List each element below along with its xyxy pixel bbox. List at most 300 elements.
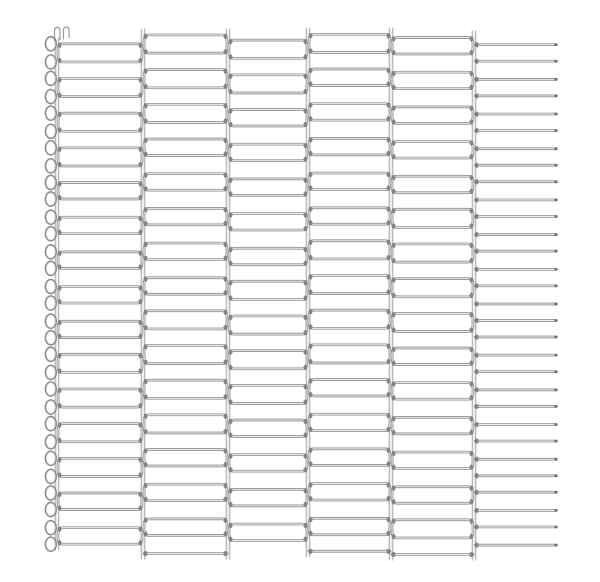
weave-knuckle (392, 293, 396, 298)
rod-pair (58, 217, 142, 234)
selvage-loop (46, 210, 56, 224)
rod-pair-highlight (229, 248, 307, 265)
weave-knuckle (58, 368, 62, 373)
selvage-loop-highlight (46, 366, 55, 378)
cut-rod-tip (554, 284, 557, 287)
cut-rod-tip (554, 129, 557, 132)
weave-knuckle (475, 334, 479, 339)
weave-knuckle (475, 490, 479, 495)
rod-pair-highlight (144, 104, 227, 122)
weave-knuckle (309, 220, 313, 225)
weave-knuckle (475, 59, 479, 64)
weave-knuckle (392, 175, 396, 180)
weave-knuckle (139, 147, 143, 152)
wire-end (64, 27, 70, 39)
rod-pair (229, 281, 307, 299)
weave-knuckle (304, 536, 308, 541)
weave-knuckle (475, 352, 479, 357)
weave-knuckle (309, 185, 313, 190)
weave-knuckle (58, 353, 62, 358)
rod-pair (392, 313, 473, 331)
weave-knuckle (387, 185, 391, 190)
rod-pair (144, 345, 227, 363)
weave-knuckle (475, 267, 479, 272)
weave-knuckle (304, 295, 308, 300)
weave-knuckle (392, 106, 396, 111)
weave-knuckle (470, 175, 474, 180)
rod-pair-highlight (229, 351, 307, 369)
weave-knuckle (392, 140, 396, 145)
weave-knuckle (224, 255, 228, 260)
selvage-loop (46, 537, 56, 551)
weave-knuckle (475, 301, 479, 306)
cut-rod-tip (554, 233, 557, 236)
cut-rod-tip (554, 250, 557, 253)
weave-knuckle (229, 89, 233, 94)
rod-pair (392, 244, 473, 262)
weave-knuckle (229, 178, 233, 183)
weave-knuckle (309, 81, 313, 86)
weave-knuckle (224, 151, 228, 156)
weave-knuckle (304, 280, 308, 285)
rod-pair-highlight (229, 110, 307, 127)
weave-knuckle (475, 369, 479, 374)
weave-knuckle (58, 492, 62, 497)
weave-knuckle (387, 206, 391, 211)
weave-knuckle (392, 243, 396, 248)
weave-knuckle (304, 399, 308, 404)
weave-knuckle (309, 413, 313, 418)
weave-knuckle (470, 360, 474, 365)
weave-knuckle (387, 549, 391, 554)
cut-rod-tip (554, 180, 557, 183)
weave-knuckle (304, 39, 308, 44)
weave-knuckle (470, 50, 474, 55)
weave-knuckle (475, 128, 479, 133)
rod-pair-highlight (229, 40, 307, 58)
weave-knuckle (144, 483, 148, 488)
weave-knuckle (475, 473, 479, 478)
weave-knuckle (309, 482, 313, 487)
rod-pair-highlight (392, 452, 473, 469)
weave-knuckle (58, 181, 62, 186)
cut-rod-tip (554, 147, 557, 150)
weave-knuckle (387, 309, 391, 314)
weave-knuckle (392, 327, 396, 332)
weave-knuckle (470, 258, 474, 263)
weave-knuckle (387, 33, 391, 38)
weave-knuckle (387, 496, 391, 501)
cut-rod-tip (554, 440, 557, 443)
weave-knuckle (475, 111, 479, 116)
weave-knuckle (392, 430, 396, 435)
rod-pair (309, 208, 390, 225)
weave-knuckle (58, 77, 62, 82)
weave-knuckle (470, 312, 474, 317)
selvage-loop (46, 176, 56, 190)
rod-pair-highlight (58, 78, 142, 96)
weave-knuckle (309, 344, 313, 349)
weave-knuckle (387, 448, 391, 453)
weave-knuckle (139, 505, 143, 510)
weave-knuckle (470, 189, 474, 194)
weave-knuckle (392, 85, 396, 90)
weave-knuckle (58, 403, 62, 408)
weave-knuckle (229, 157, 233, 162)
weave-knuckle (392, 223, 396, 228)
selvage-loop (46, 55, 56, 69)
weave-knuckle (229, 315, 233, 320)
weave-knuckle (139, 320, 143, 325)
weave-knuckle (224, 118, 228, 123)
rod-pair-highlight (229, 524, 307, 541)
cut-rod-tip (554, 78, 557, 81)
rod-pair (309, 275, 390, 293)
weave-knuckle (304, 157, 308, 162)
weave-knuckle (144, 531, 148, 536)
rod-pair (392, 38, 473, 55)
rod-pair-highlight (58, 354, 142, 372)
weave-knuckle (387, 151, 391, 156)
rod-pair (229, 214, 307, 231)
weave-knuckle (392, 534, 396, 539)
weave-knuckle (304, 419, 308, 424)
weave-knuckle (304, 89, 308, 94)
rod-pair (309, 449, 390, 466)
rod-pair (58, 389, 142, 407)
selvage-loop (46, 451, 56, 465)
weave-knuckle (224, 483, 228, 488)
rod-pair-highlight (229, 316, 307, 334)
weave-knuckle (139, 58, 143, 63)
selvage-loop-highlight (46, 125, 55, 137)
weave-knuckle (224, 429, 228, 434)
weave-knuckle (392, 451, 396, 456)
weave-knuckle (387, 392, 391, 397)
weave-knuckle (392, 189, 396, 194)
weave-knuckle (229, 432, 233, 437)
weave-knuckle (229, 419, 233, 424)
weave-knuckle (144, 242, 148, 247)
weave-knuckle (387, 517, 391, 522)
weave-knuckle (139, 195, 143, 200)
weave-knuckle (470, 534, 474, 539)
weave-knuckle (392, 464, 396, 469)
weave-knuckle (139, 438, 143, 443)
rod-pair (229, 179, 307, 196)
weave-knuckle (392, 518, 396, 523)
rod-pair (309, 345, 390, 363)
selvage-loop (46, 486, 56, 500)
rod-pair-highlight (392, 38, 473, 55)
weave-knuckle (387, 274, 391, 279)
rod-pair-highlight (144, 174, 227, 191)
weave-knuckle (224, 394, 228, 399)
weave-knuckle (144, 429, 148, 434)
weave-knuckle (309, 549, 313, 554)
weave-knuckle (475, 248, 479, 253)
weave-knuckle (144, 290, 148, 295)
weave-knuckle (387, 461, 391, 466)
rod-pair (58, 287, 142, 304)
weave-knuckle (229, 384, 233, 389)
rod-pair (229, 524, 307, 541)
rod-pair-highlight (309, 518, 390, 535)
selvage-loop (46, 124, 56, 138)
weave-knuckle (470, 85, 474, 90)
rod-pair (392, 279, 473, 297)
weave-knuckle (387, 482, 391, 487)
weave-knuckle (224, 309, 228, 314)
cut-rod-tip (554, 164, 557, 167)
rod-pair-highlight (309, 104, 390, 121)
rod-pair-highlight (392, 142, 473, 159)
weave-knuckle (229, 295, 233, 300)
weave-knuckle (470, 277, 474, 282)
weave-knuckle (309, 172, 313, 177)
selvage-loop-highlight (46, 193, 55, 205)
weave-knuckle (309, 461, 313, 466)
weave-knuckle (144, 255, 148, 260)
weave-knuckle (470, 106, 474, 111)
weave-knuckle (387, 427, 391, 432)
weave-knuckle (139, 42, 143, 47)
weave-knuckle (387, 239, 391, 244)
rod-pair-highlight (309, 449, 390, 466)
rod-pair (144, 415, 227, 433)
rod-pair-highlight (58, 183, 142, 200)
rod-pair-highlight (58, 252, 142, 269)
weave-knuckle (224, 414, 228, 419)
weave-knuckle (475, 283, 479, 288)
selvage-loop (46, 366, 56, 380)
weave-knuckle (392, 277, 396, 282)
cut-rod-tip (554, 423, 557, 426)
rod-pair-highlight (229, 144, 307, 161)
rod-pair-highlight (309, 484, 390, 501)
weave-knuckle (475, 404, 479, 409)
weave-knuckle (309, 496, 313, 501)
rod-pair-highlight (144, 139, 227, 156)
weave-knuckle (144, 138, 148, 143)
selvage-loop-highlight (46, 332, 55, 344)
weave-knuckle (139, 112, 143, 117)
weave-knuckle (475, 387, 479, 392)
weave-knuckle (229, 261, 233, 266)
selvage-loop-highlight (46, 246, 55, 258)
rod-pair-highlight (392, 244, 473, 262)
selvage-loop-highlight (46, 262, 55, 274)
weave-knuckle (475, 42, 479, 47)
rod-pair (144, 311, 227, 329)
weave-knuckle (229, 365, 233, 370)
weave-knuckle (139, 162, 143, 167)
weave-knuckle (475, 457, 479, 462)
selvage-loop-highlight (46, 503, 55, 515)
weave-knuckle (144, 309, 148, 314)
weave-knuckle (387, 359, 391, 364)
weave-knuckle (309, 48, 313, 53)
weave-knuckle (392, 499, 396, 504)
rod-pair-highlight (392, 520, 473, 538)
weave-knuckle (387, 220, 391, 225)
weave-knuckle (229, 54, 233, 59)
weave-knuckle (144, 518, 148, 523)
rod-pair-highlight (58, 424, 142, 442)
rod-pair (392, 383, 473, 400)
cut-rod-tip (554, 113, 557, 116)
weave-knuckle (224, 138, 228, 143)
selvage-loop-highlight (46, 176, 55, 188)
weave-knuckle (392, 119, 396, 124)
weave-knuckle (470, 243, 474, 248)
selvage-loop-highlight (46, 38, 55, 50)
cut-rod-tip (554, 43, 557, 46)
rod-pair-highlight (58, 217, 142, 234)
weave-knuckle (392, 208, 396, 213)
rod-pair (309, 380, 390, 397)
rod-pair-highlight (309, 310, 390, 328)
selvage-loop-highlight (46, 160, 55, 172)
rod-pair-highlight (144, 243, 227, 260)
weave-knuckle (304, 191, 308, 196)
selvage-loop-highlight (46, 315, 55, 327)
weave-knuckle (229, 226, 233, 231)
rod-pair (144, 484, 227, 501)
rod-pair (392, 209, 473, 227)
weave-knuckle (224, 448, 228, 453)
selvage-loop-highlight (46, 348, 55, 360)
weave-knuckle (139, 77, 143, 82)
rod-pair-highlight (58, 113, 142, 131)
weave-knuckle (58, 162, 62, 167)
weave-knuckle (144, 379, 148, 384)
selvage-loop (46, 90, 56, 104)
rod-pair (144, 450, 227, 467)
weave-knuckle (475, 318, 479, 323)
rod-pair-highlight (309, 345, 390, 363)
selvage-loop-highlight (46, 107, 55, 119)
weave-knuckle (229, 280, 233, 285)
selvage-loop-highlight (46, 470, 55, 482)
selvage-loop (46, 106, 56, 120)
weave-knuckle (224, 344, 228, 349)
selvage-loop-highlight (46, 401, 55, 413)
weave-knuckle (224, 497, 228, 502)
weave-knuckle (475, 146, 479, 151)
weave-knuckle (392, 552, 396, 557)
weave-knuckle (144, 186, 148, 191)
rod-pair (144, 208, 227, 225)
weave-knuckle (229, 39, 233, 44)
weave-knuckle (387, 378, 391, 383)
selvage-loop-highlight (46, 418, 55, 430)
weave-knuckle (392, 312, 396, 317)
weave-knuckle (387, 116, 391, 121)
selvage-loop (46, 470, 56, 484)
rod-pair (144, 380, 227, 398)
rod-pair (144, 519, 227, 536)
weave-knuckle (144, 325, 148, 330)
weave-knuckle (309, 255, 313, 260)
weave-knuckle (144, 462, 148, 467)
selvage-loop (46, 347, 56, 361)
rod-pair (58, 44, 142, 62)
weave-knuckle (309, 531, 313, 536)
weave-knuckle (139, 472, 143, 477)
weave-knuckle (470, 71, 474, 76)
weave-knuckle (139, 334, 143, 339)
cut-rod-tip (554, 370, 557, 373)
weave-knuckle (304, 261, 308, 266)
weave-knuckle (309, 33, 313, 38)
selvage-loop (46, 331, 56, 345)
weave-knuckle (387, 68, 391, 73)
rod-pair (309, 173, 390, 190)
weave-knuckle (144, 394, 148, 399)
weave-knuckle (470, 395, 474, 400)
weave-knuckle (392, 347, 396, 352)
weave-knuckle (229, 212, 233, 217)
weave-knuckle (139, 526, 143, 531)
weave-knuckle (139, 285, 143, 290)
weave-knuckle (224, 290, 228, 295)
selvage-loop (46, 503, 56, 517)
rod-pair-highlight (392, 279, 473, 297)
rod-pair (229, 385, 307, 403)
rod-pair (58, 528, 142, 545)
weave-knuckle (144, 207, 148, 212)
weave-knuckle (309, 290, 313, 295)
cut-rod-tip (554, 405, 557, 408)
weave-knuckle (387, 290, 391, 295)
selvage-loop-highlight (46, 211, 55, 223)
weave-knuckle (470, 464, 474, 469)
selvage-loop (46, 141, 56, 155)
rod-pair (58, 252, 142, 269)
weave-knuckle (304, 226, 308, 231)
weave-knuckle (470, 140, 474, 145)
rod-pair (392, 348, 473, 365)
rod-pair-highlight (58, 321, 142, 338)
rod-pair (392, 142, 473, 159)
weave-knuckle (470, 293, 474, 298)
selvage-loop (46, 400, 56, 414)
weave-knuckle (470, 381, 474, 386)
selvage-loop-highlight (46, 487, 55, 499)
weave-knuckle (144, 118, 148, 123)
weave-knuckle (309, 274, 313, 279)
weave-knuckle (144, 34, 148, 39)
weave-knuckle (387, 531, 391, 536)
weave-knuckle (144, 360, 148, 365)
weave-knuckle (144, 103, 148, 108)
rod-pair (58, 113, 142, 131)
rod-pair-highlight (392, 487, 473, 504)
weave-knuckle (58, 526, 62, 531)
selvage-loop (46, 261, 56, 275)
rod-pair-highlight (309, 208, 390, 225)
rod-pair (229, 420, 307, 437)
weave-knuckle (224, 531, 228, 536)
weave-knuckle (309, 517, 313, 522)
weave-knuckle (304, 143, 308, 148)
rod-pair-highlight (392, 107, 473, 124)
weave-knuckle (139, 457, 143, 462)
cut-rod-tip (554, 525, 557, 528)
rod-pair (58, 78, 142, 96)
weave-knuckle (470, 347, 474, 352)
